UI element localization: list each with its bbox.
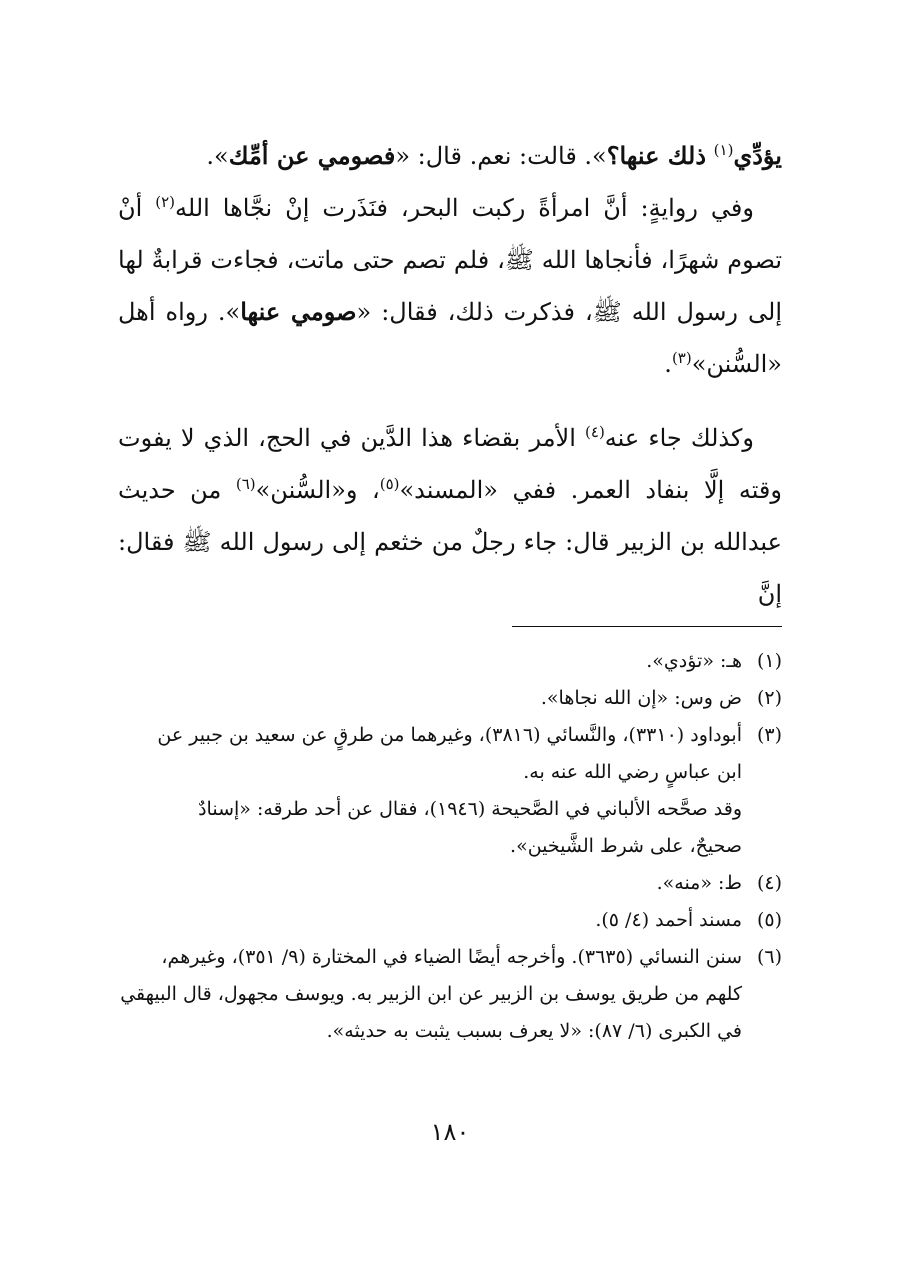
paragraph-1 xyxy=(118,130,782,182)
footnote-line: سنن النسائي (٣٦٣٥). وأخرجه أيضًا الضياء في المختارة (٩/ ٣٥١)، وغيرهم، xyxy=(161,946,742,968)
text-run: ». قالت: نعم. قال: « xyxy=(395,142,607,170)
footnote-text xyxy=(118,643,742,680)
footnote-6 xyxy=(118,939,782,1050)
page-number: ١٨٠ xyxy=(430,1118,470,1146)
text-run: الأمر بقضاء هذا الدَّين في الحج، الذي لا يفوت وقته إلَّا بنفاد العمر. ففي «المسند» xyxy=(118,424,782,504)
footnote-text xyxy=(118,939,742,1050)
footnote-line: في الكبرى (٦/ ٨٧): «لا يعرف بسبب يثبت به حديثه». xyxy=(326,1020,742,1042)
text-bold: ذلك عنها؟ xyxy=(606,141,707,170)
footnote-separator xyxy=(512,626,782,627)
footnote-text xyxy=(118,902,742,939)
text-run: وفي روايةٍ: أنَّ امرأةً ركبت البحر، فنَذَرت إنْ نجَّاها الله xyxy=(175,194,754,222)
footnote-3 xyxy=(118,717,782,865)
footnote-line: صحيحٌ، على شرط الشَّيخين». xyxy=(510,835,742,857)
footnote-text xyxy=(118,717,742,865)
footnote-line: ابن عباسٍ رضي الله عنه به. xyxy=(523,761,742,783)
footnote-text xyxy=(118,680,742,717)
footnote-line: ط: «منه». xyxy=(656,872,742,894)
footnote-line: ض وس: «إن الله نجاها». xyxy=(540,687,742,709)
footnote-line: أبوداود (٣٣١٠)، والنَّسائي (٣٨١٦)، وغيرهما من طرقٍ عن سعيد بن جبير عن xyxy=(157,724,742,746)
footnote-line: هـ: «تؤدي». xyxy=(646,650,742,672)
footnote-number: (٤) xyxy=(756,872,782,894)
footnote-number: (٦) xyxy=(756,946,782,968)
footnote-line: وقد صحَّحه الألباني في الصَّحيحة (١٩٤٦)، فقال عن أحد طرقه: «إسنادٌ xyxy=(198,798,742,820)
text-bold: صومي عنها xyxy=(240,297,357,326)
footnote-ref-2[interactable]: (٢) xyxy=(155,193,176,211)
text-bold: فصومي عن أمِّك xyxy=(228,141,396,170)
text-run: من حديث عبدالله بن الزبير قال: جاء رجلٌ من خثعم إلى رسول الله ﷺ فقال: إنَّ xyxy=(118,476,782,608)
text-run: ». xyxy=(206,142,229,170)
text-run: ، و«السُّنن» xyxy=(255,476,380,504)
footnote-ref-1[interactable]: (١) xyxy=(713,141,734,159)
paragraph-3 xyxy=(118,412,782,620)
footnote-1 xyxy=(118,643,782,680)
footnote-text xyxy=(118,865,742,902)
text-run: أنْ تصوم شهرًا، فأنجاها الله ﷺ، فلم تصم حتى ماتت، فجاءت قرابةٌ لها إلى رسول الله ﷺ، فذكرت ذلك، فقال: « xyxy=(118,194,782,326)
footnote-number: (٢) xyxy=(756,687,782,709)
text-bold: يؤدِّي xyxy=(733,141,782,170)
footnote-4 xyxy=(118,865,782,902)
footnote-number: (٣) xyxy=(756,724,782,746)
footnote-line: مسند أحمد (٤/ ٥). xyxy=(595,909,742,931)
footnote-5 xyxy=(118,902,782,939)
paragraph-2 xyxy=(118,182,782,390)
footnote-number: (٥) xyxy=(756,909,782,931)
footnote-ref-3[interactable]: (٣) xyxy=(671,349,692,367)
footnote-number: (١) xyxy=(756,650,782,672)
main-text xyxy=(118,130,782,620)
footnote-2 xyxy=(118,680,782,717)
footnote-ref-4[interactable]: (٤) xyxy=(585,423,605,441)
footnote-line: كلهم من طريق يوسف بن الزبير عن ابن الزبير به. ويوسف مجهول، قال البيهقي xyxy=(120,983,742,1005)
text-run: . xyxy=(664,350,672,378)
footnotes xyxy=(118,643,782,1050)
text-run: ». رواه أهل «السُّنن» xyxy=(118,298,782,378)
text-run: وكذلك جاء عنه xyxy=(604,424,754,452)
footnote-ref-6[interactable]: (٦) xyxy=(235,475,256,493)
footnote-ref-5[interactable]: (٥) xyxy=(379,475,400,493)
